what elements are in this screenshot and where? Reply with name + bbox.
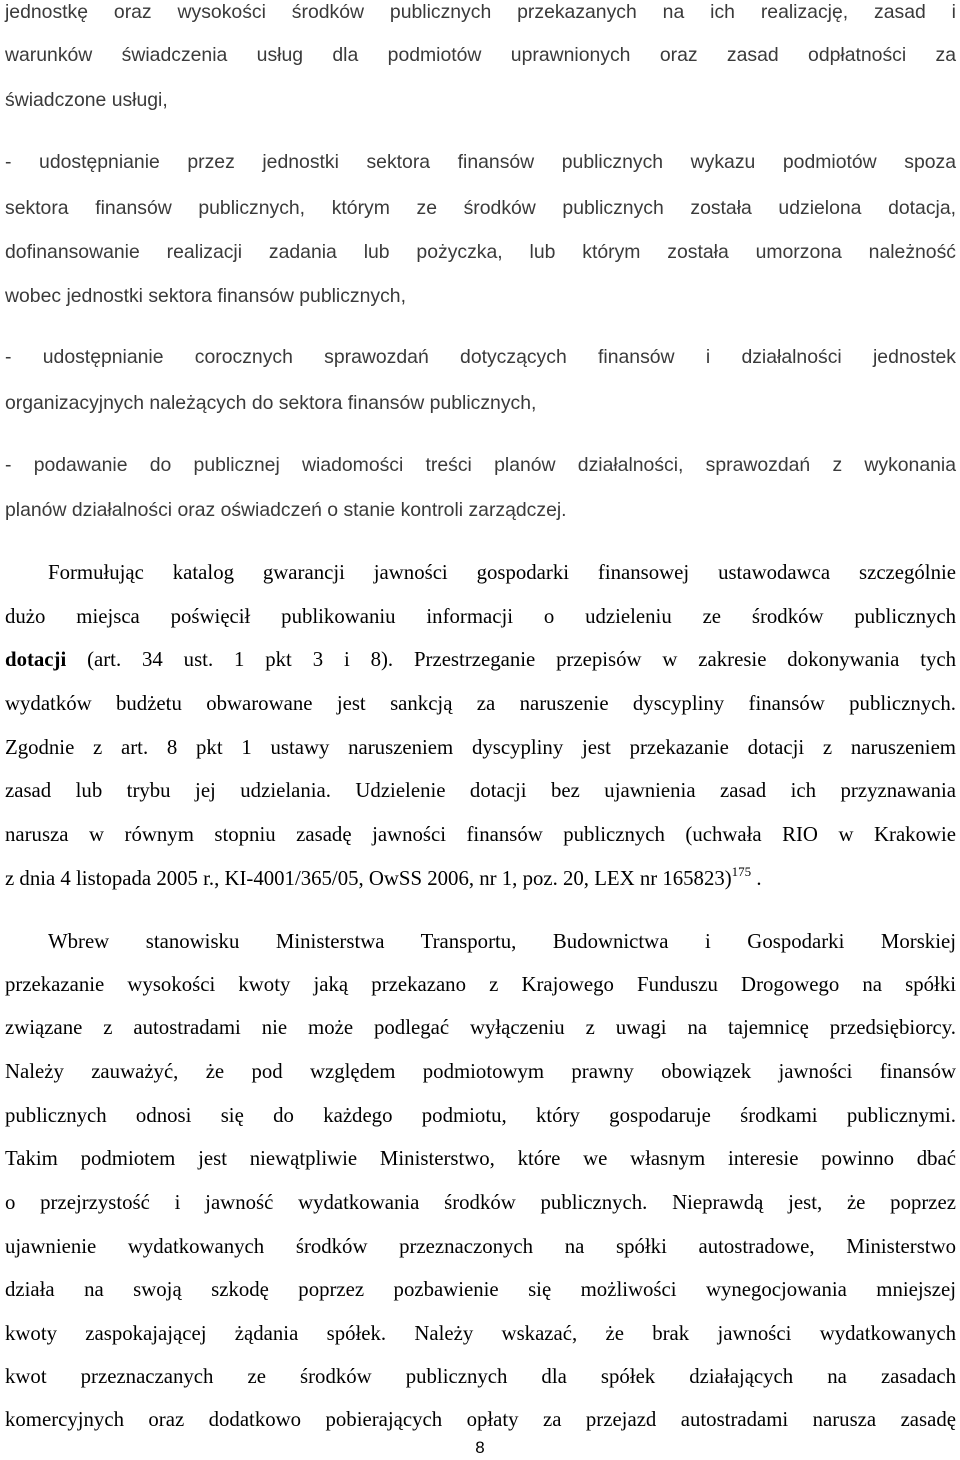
footnote-reference[interactable]: 175 [731,864,752,879]
text-line: komercyjnych oraz dodatkowo pobierających opłaty za przejazd autostradami narusza zasadę [5,1408,956,1431]
text-line: warunków świadczenia usług dla podmiotów uprawnionych oraz zasad odpłatności za [5,44,956,66]
text-line: narusza w równym stopniu zasadę jawności finansów publicznych (uchwała RIO w Krakowie [5,823,956,846]
text-line: wobec jednostki sektora finansów publicznych, [5,285,406,307]
list-item-line: - podawanie do publicznej wiadomości treści planów działalności, sprawozdań z wykonania [5,454,956,476]
text-line: jednostkę oraz wysokości środków publicznych przekazanych na ich realizację, zasad i [5,1,956,23]
text-line: Takim podmiotem jest niewątpliwie Ministerstwo, które we własnym interesie powinno dbać [5,1147,956,1170]
list-item-line: - udostępnianie corocznych sprawozdań dotyczących finansów i działalności jednostek [5,346,956,368]
text-line: przekazanie wysokości kwoty jaką przekazano z Krajowego Funduszu Drogowego na spółki [5,973,956,996]
text-line: świadczone usługi, [5,89,168,111]
text-line [5,864,956,894]
text-line: kwoty zaspokajającej żądania spółek. Należy wskazać, że brak jawności wydatkowanych [5,1322,956,1345]
text-line: wydatków budżetu obwarowane jest sankcją za naruszenie dyscypliny finansów publicznych. [5,692,956,715]
text-line: związane z autostradami nie może podlegać wyłączeniu z uwagi na tajemnicę przedsiębiorcy. [5,1016,956,1039]
text-line: publicznych odnosi się do każdego podmiotu, który gospodaruje środkami publicznymi. [5,1104,956,1127]
text-span: (art. 34 ust. 1 pkt 3 i 8). Przestrzeganie przepisów w zakresie dokonywania tych [66,648,956,671]
text-line: działa na swoją szkodę poprzez pozbawienie się możliwości wynegocjowania mniejszej [5,1278,956,1301]
page-number: 8 [475,1438,485,1457]
text-line [5,645,956,675]
text-line: Wbrew stanowisku Ministerstwa Transportu, Budownictwa i Gospodarki Morskiej [48,930,956,953]
text-line: Zgodnie z art. 8 pkt 1 ustawy naruszeniem dyscypliny jest przekazanie dotacji z naruszeniem [5,736,956,759]
text-line: planów działalności oraz oświadczeń o stanie kontroli zarządczej. [5,499,567,521]
bold-term: dotacji [5,648,67,671]
list-item-line: - udostępnianie przez jednostki sektora finansów publicznych wykazu podmiotów spoza [5,151,956,173]
text-line: organizacyjnych należących do sektora finansów publicznych, [5,392,537,414]
text-line: zasad lub trybu jej udzielania. Udzielenie dotacji bez ujawnienia zasad ich przyznawania [5,779,956,802]
text-span: z dnia 4 listopada 2005 r., KI-4001/365/05, OwSS 2006, nr 1, poz. 20, LEX nr 165823) [5,867,732,890]
text-line: o przejrzystość i jawność wydatkowania środków publicznych. Nieprawdą jest, że poprzez [5,1191,956,1214]
text-line: sektora finansów publicznych, którym ze środków publicznych została udzielona dotacja, [5,197,956,219]
text-line: ujawnienie wydatkowanych środków przeznaczonych na spółki autostradowe, Ministerstwo [5,1235,956,1258]
text-line: kwot przeznaczanych ze środków publicznych dla spółek działających na zasadach [5,1365,956,1388]
text-line: Należy zauważyć, że pod względem podmiotowym prawny obowiązek jawności finansów [5,1060,956,1083]
text-span: . [751,867,762,890]
text-line: dużo miejsca poświęcił publikowaniu informacji o udzieleniu ze środków publicznych [5,605,956,628]
text-line: Formułując katalog gwarancji jawności gospodarki finansowej ustawodawca szczególnie [48,561,956,584]
text-line: dofinansowanie realizacji zadania lub pożyczka, lub którym została umorzona należność [5,241,956,263]
